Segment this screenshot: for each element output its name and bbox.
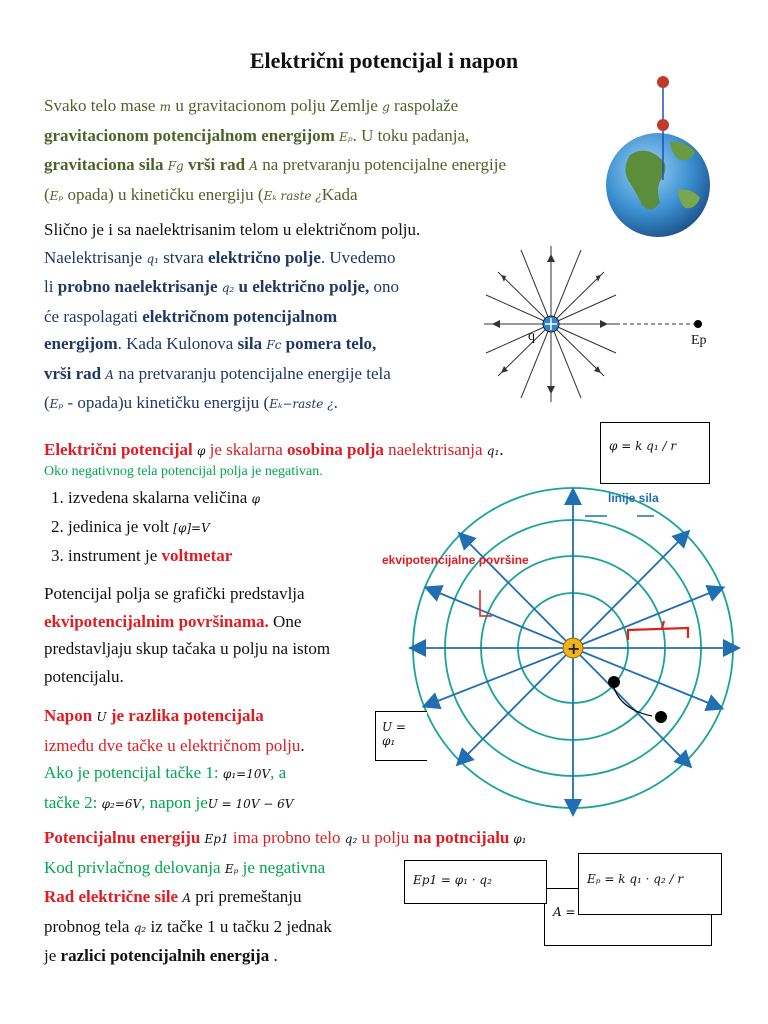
point-2 [655, 711, 667, 723]
lines-label: linije sila [608, 491, 659, 505]
potential-list [44, 484, 260, 569]
radial-field-diagram [476, 240, 726, 410]
equi-label: ekvipotencijalne površine [382, 553, 529, 567]
charge-plus: + [567, 639, 581, 658]
voltage-paragraph: Napon U je razlika potencijala između dve tačke u električnom polju. Ako je potencijal tačke 1: φ₁=10V, a tačke 2: φ₂=6V, napon jeU = 10V − 6V [44, 706, 305, 812]
work-formula-box: A = [544, 888, 712, 946]
potential-formula-box: φ = k q₁ / r [600, 422, 710, 484]
list-item: 1. izvedena skalarna veličina φ [68, 484, 260, 513]
voltage-formula-box: U = φ₁ [375, 711, 427, 761]
equipotential-diagram [372, 478, 752, 823]
energy-paragraph: Potencijalnu energiju Ep1 ima probno telo q₂ u polju na potncijalu φ₁ Kod privlačnog delovanja Eₚ je negativna Rad električne sile A pri premeštanju probnog tela q₂ iz tačke 1 u tačku 2 jednak je razlici potencijalnih energija . [44, 828, 527, 965]
earth-illustration [600, 70, 720, 240]
negative-note: Oko negativnog tela potencijal polja je negativan. [44, 464, 323, 479]
charge-label: q [528, 329, 535, 344]
potential-definition: Električni potencijal φ je skalarna osobina polja naelektrisanja q₁. [44, 440, 504, 459]
ep-label: Ep [691, 333, 707, 348]
electric-paragraph: Slično je i sa naelektrisanim telom u električnom polju. Naelektrisanje q₁ stvara električno polje. Uvedemo li probno naelektrisanje q₂ u električno polje, ono će raspolagati električnom potencijalnom energijom. Kada Kulonova sila Fc pomera telo, vrši rad A na pretvaranju potencijalne energije tela (Eₚ - opada)u kinetičku energiju (Eₖ−raste ¿. [44, 220, 421, 412]
ep-formula-box: Eₚ = k q₁ · q₂ / r [578, 853, 722, 915]
page-title: Električni potencijal i napon [249, 48, 519, 73]
test-point [694, 320, 702, 328]
falling-mass-icon [657, 76, 669, 88]
list-item: 2. jedinica je volt [φ]=V [68, 513, 260, 542]
equipotential-paragraph: Potencijal polja se grafički predstavlja ekvipotencijalnim površinama. One predstavljaju skup tačaka u polju na istom potencijalu. [44, 584, 331, 686]
gravity-paragraph: Svako telo mase m u gravitacionom polju Zemlje g raspolaže gravitacionom potencijalnom energijom Eₚ. U toku padanja, gravitaciona sila Fg vrši rad A na pretvaranju potencijalne energije (Eₚ opada) u kinetičku energiju (Eₖ raste ¿Kada [44, 96, 507, 204]
falling-mass-icon [657, 119, 669, 131]
point-1 [608, 676, 620, 688]
ep1-formula-box: Ep1 = φ₁ · q₂ [404, 860, 547, 904]
list-item: 3. instrument je voltmetar [68, 542, 260, 569]
